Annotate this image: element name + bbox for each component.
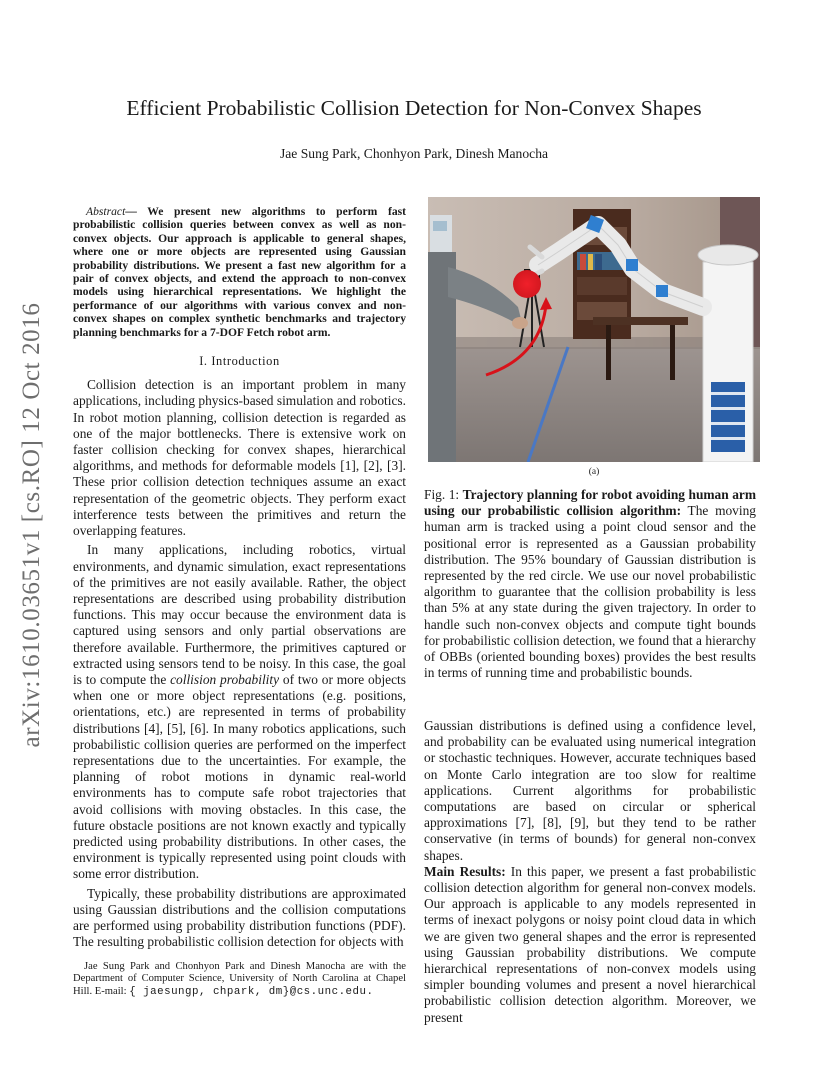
figure-caption-text (424, 487, 756, 681)
footnote-text: Jae Sung Park and Chonhyon Park and Dinesh Manocha are with the Department of Computer Science, University of North Carolina at Chapel Hill. E-mail: (73, 961, 406, 997)
collision-probability-term: collision probability (170, 671, 280, 687)
author-footnote (73, 961, 406, 998)
paper-authors: Jae Sung Park, Chonhyon Park, Dinesh Manocha (279, 146, 549, 161)
intro-paragraph-2 (73, 542, 406, 882)
right-paragraph-1: Gaussian distributions is defined using a confidence level, and probability can be evaluated using numerical integration or stochastic techniques. However, accurate techniques based on Monte Carlo integration are too slow for realtime applications. Current algorithms for probabilistic computations are based on circular or spherical approximations [7], [8], [9], but they tend to be rather conservative (in terms of bounds) for general non-convex shapes. (424, 718, 756, 863)
intro-paragraph-3: Typically, these probability distributions are approximated using Gaussian distributions and the collision computations are performed using probability distribution functions (PDF). The resulting probabilistic collision detection for objects with (73, 885, 406, 950)
footnote-email: { jaesungp, chpark, dm}@cs.unc.edu. (129, 985, 374, 998)
collision-probability-circle (513, 270, 541, 298)
figure-label: Fig. 1: (424, 487, 463, 502)
figure-caption-title: Trajectory planning for robot avoiding human arm using our probabilistic collision algorithm: (424, 487, 756, 519)
robot-head (698, 245, 758, 265)
abstract (73, 205, 406, 339)
figure-subcaption: (a) (588, 467, 600, 477)
robot-joint-2 (626, 259, 638, 271)
robot-scene-illustration (428, 197, 760, 462)
abstract-heading: Abstract (86, 205, 126, 218)
main-results-paragraph (424, 864, 756, 1026)
abstract-dash: — (125, 205, 137, 218)
arxiv-identifier: arXiv:1610.03651v1 [cs.RO] 12 Oct 2016 (18, 302, 45, 748)
figure-photo (428, 197, 760, 462)
robot-joint-3 (656, 285, 668, 297)
right-column-body (424, 718, 756, 1026)
main-results-heading: Main Results: (424, 863, 506, 879)
abstract-text: We present new algorithms to perform fast probabilistic collision queries between convex as well as non-convex objects. Our approach is applicable to general shapes, where one or more objects are represented using Gaussian probability distributions. We present a fast new algorithm for a pair of convex objects, and extend the approach to non-convex models using hierarchical representations. We highlight the performance of our algorithms with various convex and non-convex shapes on complex synthetic benchmarks and trajectory planning benchmarks for a 7-DOF Fetch robot arm. (73, 205, 406, 339)
main-results-text: In this paper, we present a fast probabilistic collision detection algorithm for general non-convex models. Our approach is applicable to any models represented in terms of inexact polygons or noisy point cloud data in which we are given two general shapes and the error is represented using Gaussian probability distributions. We compute hierarchical representations of non-convex models using simpler bounding volumes and present a novel hierarchical probabilistic collision detection algorithm. Moreover, we present (424, 863, 756, 1025)
left-column (73, 205, 406, 953)
intro-paragraph-2-end: of two or more objects when one or more object representations (e.g. positions, orientations, etc.) are represented in terms of probability distributions [4], [5], [6]. In many robotics applications, such probabilistic collision queries are performed on the imperfect representations due to the uncertainties. For example, the planning of robot motions in dynamic real-world environments has to compute safe robot trajectories that avoid collisions with moving obstacles. In this case, the future obstacle positions are not known exactly and typically predicted using probability distributions. In other cases, the environment is typically represented using point clouds with some error distribution. (73, 671, 406, 882)
intro-paragraph-1: Collision detection is an important problem in many applications, including physics-based simulation and robotics. In robot motion planning, collision detection is regarded as one of the major bottlenecks. There is extensive work on faster collision checking for convex shapes, hierarchical algorithms, and methods for deformable models [1], [2], [3]. These prior collision detection techniques assume an exact representation of the geometric objects. They perform exact interference tests between the primitives and return the overlapping features. (73, 377, 406, 539)
intro-paragraph-2-start: In many applications, including robotics, virtual environments, and dynamic simulation, exact representations of the primitives are not easily available. Rather, the object representations are described using probability distribution functions. This may occur because the environment data is captured using sensors and only partial observations are therefore available. Furthermore, the primitives captured or extracted using sensors tend to be noisy. In this case, the goal is to compute the (73, 542, 406, 687)
table (593, 317, 688, 325)
section-heading-introduction: I. Introduction (199, 354, 280, 369)
figure-caption-body: The moving human arm is tracked using a point cloud sensor and the positional error is represented as a Gaussian probability distribution. The 95% boundary of Gaussian distribution is represented by the red circle. We use our novel probabilistic algorithm to guarantee that the collision probability is less than 5% at any state during the given trajectory. In order to handle such non-convex objects and compute tight bounds for probabilistic collision detection, we found that a hierarchy of OBBs (oriented bounding boxes) provides the best results in terms of running time and probabilistic bounds. (424, 503, 756, 681)
paper-title: Efficient Probabilistic Collision Detection for Non-Convex Shapes (126, 96, 702, 120)
arxiv-sidebar (12, 285, 52, 765)
figure-caption (424, 487, 756, 681)
